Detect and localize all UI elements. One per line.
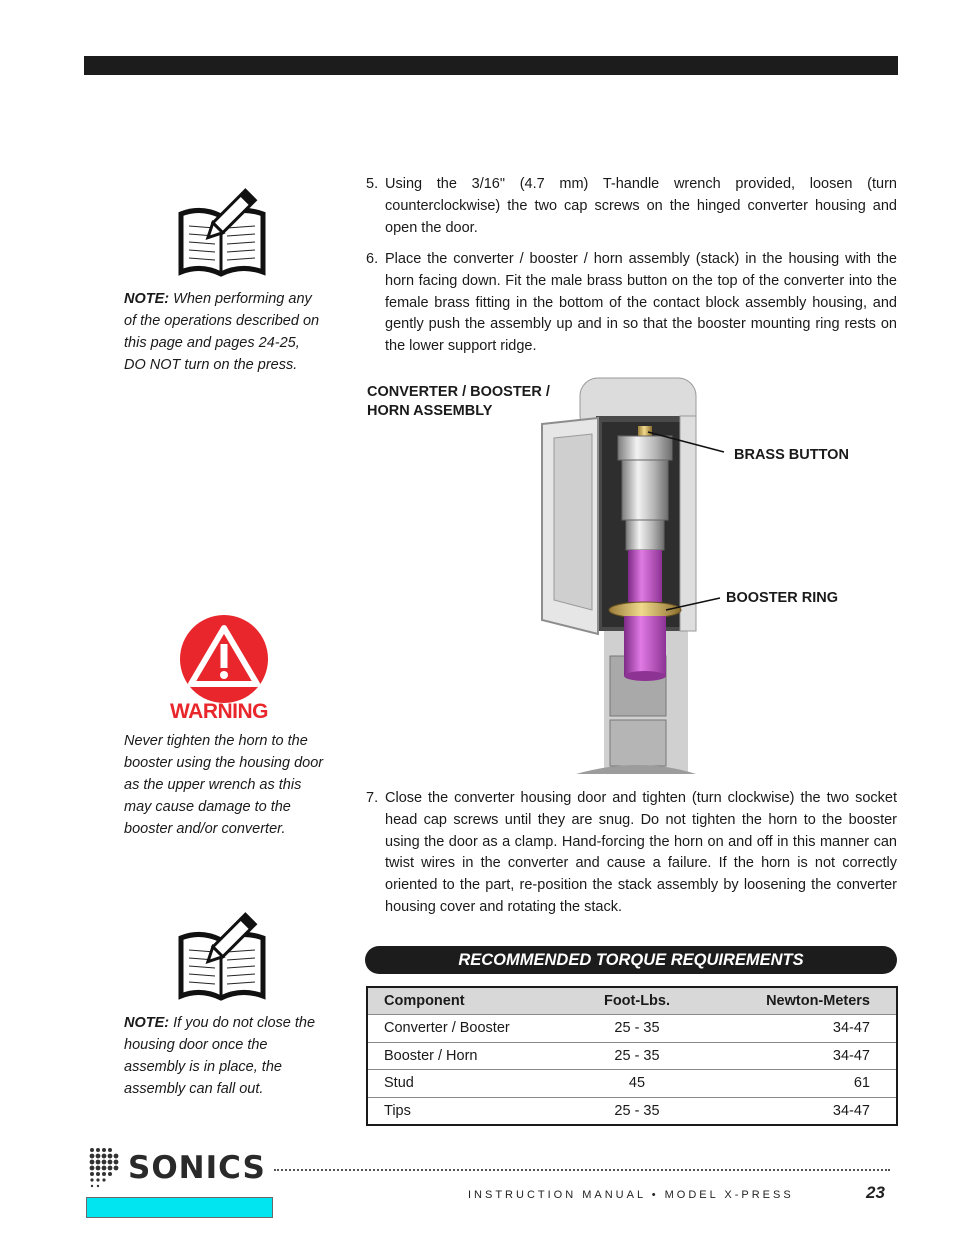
table-cell: 25 - 35 (554, 1015, 720, 1043)
torque-table (366, 986, 898, 1126)
label-booster-ring: BOOSTER RING (726, 590, 838, 606)
step-text: Place the converter / booster / horn assembly (stack) in the housing with the horn facing down. Fit the male brass button on the top of the converter into the female brass fitting in the bottom of the contact block assembly housing, and gently push the assembly up and in so that the booster mounting ring rests on the lower support ridge. (385, 251, 897, 355)
table-cell: 34-47 (720, 1097, 897, 1125)
warning-text: Never tighten the horn to the booster using the housing door as the upper wrench as this may cause damage to the booster and/or converter. (124, 733, 324, 837)
column-header: Component (367, 987, 554, 1015)
table-header-row (367, 987, 897, 1015)
table-row (367, 1015, 897, 1043)
table-row (367, 1042, 897, 1070)
note-2-label: NOTE: (124, 1015, 170, 1031)
footer-manual-title: INSTRUCTION MANUAL • MODEL X-PRESS (468, 1189, 794, 1201)
note-1-label: NOTE: (124, 291, 170, 307)
step-text: Using the 3/16" (4.7 mm) T-handle wrench provided, loosen (turn counterclockwise) the two cap screws on the hinged converter housing and open the door. (385, 176, 897, 236)
note-2 (124, 1012, 324, 1100)
step-number: 6. (366, 251, 379, 267)
book-pencil-icon (175, 910, 269, 1004)
table-cell: Booster / Horn (367, 1042, 554, 1070)
table-cell: 34-47 (720, 1042, 897, 1070)
table-row (367, 1070, 897, 1098)
header-bar (84, 56, 898, 75)
book-pencil-icon (175, 186, 269, 280)
table-cell: Tips (367, 1097, 554, 1125)
table-cell: Converter / Booster (367, 1015, 554, 1043)
table-cell: 25 - 35 (554, 1042, 720, 1070)
step-5 (366, 174, 897, 239)
warning-icon (179, 614, 269, 704)
step-text: Close the converter housing door and tighten (turn clockwise) the two socket head cap screws until they are snug. Do not tighten the horn to the booster using the door as a clamp. Hand-forcing the horn on and off in this manner can twist wires in the converter and cause a failure. If the horn is not correctly oriented to the part, re-position the stack assembly by loosening the converter housing cover and rotating the stack. (385, 790, 897, 915)
table-cell: 25 - 35 (554, 1097, 720, 1125)
press-stack-photo (500, 376, 730, 776)
note-2-text: If you do not close the housing door once the assembly is in place, the assembly can fall out. (124, 1015, 316, 1097)
step-number: 7. (366, 790, 379, 806)
brand-wordmark: SONICS (128, 1150, 266, 1186)
torque-table-title: RECOMMENDED TORQUE REQUIREMENTS (365, 946, 897, 974)
label-assembly-line2: HORN ASSEMBLY (367, 403, 493, 419)
table-cell: Stud (367, 1070, 554, 1098)
label-brass-button: BRASS BUTTON (734, 447, 849, 463)
note-1 (124, 288, 324, 376)
column-header: Foot-Lbs. (554, 987, 720, 1015)
table-cell: 61 (720, 1070, 897, 1098)
label-assembly-line1: CONVERTER / BOOSTER / (367, 384, 550, 400)
page-number: 23 (866, 1183, 885, 1202)
warning-label: WARNING (170, 700, 268, 723)
table-cell: 45 (554, 1070, 720, 1098)
footer-color-bar (86, 1197, 273, 1218)
step-6 (366, 249, 897, 358)
step-number: 5. (366, 176, 379, 192)
sonics-logo-icon (86, 1146, 122, 1192)
footer-dotted-rule (274, 1169, 890, 1171)
table-row (367, 1097, 897, 1125)
step-7 (366, 788, 897, 919)
column-header: Newton-Meters (720, 987, 897, 1015)
note-1-text: When performing any of the operations described on this page and pages 24-25, DO NOT turn on the press. (124, 291, 320, 373)
table-cell: 34-47 (720, 1015, 897, 1043)
